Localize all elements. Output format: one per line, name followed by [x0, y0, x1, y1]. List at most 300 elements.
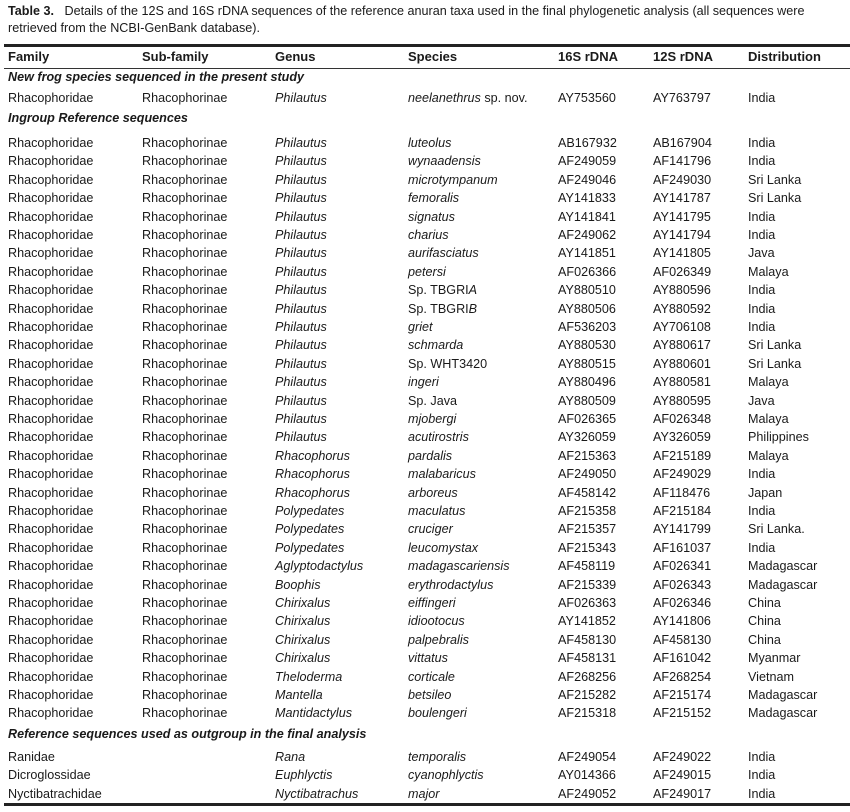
distribution-cell: Madagascar — [748, 577, 818, 592]
species-cell — [408, 410, 456, 428]
subfamily-cell: Rhacophorinae — [142, 559, 228, 574]
accession-16s-cell: AY753560 — [558, 91, 616, 105]
genus-cell: Philautus — [275, 209, 327, 224]
accession-16s-cell: AF268256 — [558, 669, 617, 684]
accession-16s-cell: AF215282 — [558, 688, 617, 702]
table-row — [0, 594, 850, 612]
table-row — [0, 576, 850, 594]
accession-16s-cell: AF249054 — [558, 750, 617, 764]
genus-cell: Euphlyctis — [275, 768, 333, 783]
genus-cell: Philautus — [275, 246, 327, 261]
species-name: major — [408, 786, 440, 801]
col-header-16s: 16S rDNA — [558, 49, 618, 64]
subfamily-cell: Rhacophorinae — [142, 688, 228, 702]
subfamily-cell: Rhacophorinae — [142, 320, 228, 334]
genus-cell: Aglyptodactylus — [275, 559, 364, 574]
subfamily-cell: Rhacophorinae — [142, 706, 228, 721]
genus-cell: Philautus — [275, 228, 327, 242]
species-name: temporalis — [408, 750, 467, 764]
accession-12s-cell: AF026346 — [653, 596, 712, 610]
species-cell — [408, 336, 463, 354]
species-cell — [408, 539, 478, 557]
genus-cell: Philautus — [275, 320, 327, 334]
genus-cell: Philautus — [275, 430, 327, 445]
accession-16s-cell: AF026365 — [558, 412, 617, 426]
accession-12s-cell: AF249017 — [653, 786, 712, 801]
accession-16s-cell: AF215339 — [558, 577, 617, 592]
species-cell — [408, 785, 440, 803]
species-cell — [408, 134, 451, 152]
table-row — [0, 428, 850, 446]
genus-cell: Boophis — [275, 577, 321, 592]
species-name: pardalis — [408, 448, 453, 463]
table-row — [0, 89, 850, 107]
genus-cell: Nyctibatrachus — [275, 786, 359, 801]
species-cell — [408, 668, 455, 686]
family-cell: Rhacophoridae — [8, 706, 94, 721]
table-row — [0, 410, 850, 428]
accession-16s-cell: AF458131 — [558, 651, 617, 666]
accession-16s-cell: AF215318 — [558, 706, 617, 721]
accession-12s-cell: AY880601 — [653, 356, 711, 371]
accession-16s-cell: AY880509 — [558, 393, 616, 408]
accession-12s-cell: AY326059 — [653, 430, 711, 445]
species-suffix: sp. nov. — [480, 91, 528, 105]
accession-16s-cell: AF458130 — [558, 632, 617, 647]
family-cell: Rhacophoridae — [8, 136, 94, 150]
accession-12s-cell: AY880595 — [653, 393, 711, 408]
species-cell — [408, 392, 457, 410]
species-name: erythrodactylus — [408, 577, 494, 592]
species-name: A — [468, 283, 478, 298]
species-name: wynaadensis — [408, 154, 481, 169]
subfamily-cell: Rhacophorinae — [142, 467, 228, 482]
distribution-cell: Java — [748, 393, 775, 408]
family-cell: Rhacophoridae — [8, 228, 94, 242]
species-cell — [408, 152, 481, 170]
species-cell — [408, 171, 498, 189]
distribution-cell: India — [748, 209, 776, 224]
accession-12s-cell: AF215184 — [653, 504, 712, 518]
species-name: signatus — [408, 209, 455, 224]
genus-cell: Philautus — [275, 264, 327, 279]
subfamily-cell: Rhacophorinae — [142, 522, 228, 537]
species-cell — [408, 189, 459, 207]
accession-12s-cell: AF026348 — [653, 412, 712, 426]
col-header-distribution: Distribution — [748, 49, 821, 64]
subfamily-cell: Rhacophorinae — [142, 412, 228, 426]
accession-16s-cell: AY141851 — [558, 246, 616, 261]
genus-cell: Chirixalus — [275, 596, 331, 610]
header-row — [0, 48, 850, 66]
genus-cell: Mantidactylus — [275, 706, 352, 721]
accession-12s-cell: AB167904 — [653, 136, 712, 150]
accession-16s-cell: AY326059 — [558, 430, 616, 445]
table-row — [0, 226, 850, 244]
genus-cell: Philautus — [275, 91, 327, 105]
family-cell: Rhacophoridae — [8, 651, 94, 666]
distribution-cell: Malaya — [748, 448, 789, 463]
species-name: arboreus — [408, 485, 458, 500]
table-row — [0, 785, 850, 803]
species-name: mjobergi — [408, 412, 457, 426]
species-name: petersi — [408, 264, 446, 279]
genus-cell: Philautus — [275, 136, 327, 150]
family-cell: Rhacophoridae — [8, 338, 94, 353]
accession-12s-cell: AF161042 — [653, 651, 712, 666]
family-cell: Rhacophoridae — [8, 614, 94, 629]
distribution-cell: Philippines — [748, 430, 809, 445]
genus-cell: Polypedates — [275, 522, 345, 537]
family-cell: Rhacophoridae — [8, 596, 94, 610]
family-cell: Rhacophoridae — [8, 577, 94, 592]
species-name: microtympanum — [408, 172, 498, 187]
family-cell: Rhacophoridae — [8, 412, 94, 426]
genus-cell: Rhacophorus — [275, 485, 350, 500]
accession-12s-cell: AY880592 — [653, 301, 711, 316]
accession-16s-cell: AF536203 — [558, 320, 617, 334]
col-header-genus: Genus — [275, 49, 316, 64]
distribution-cell: Sri Lanka — [748, 172, 802, 187]
table-row — [0, 300, 850, 318]
accession-12s-cell: AF249022 — [653, 750, 712, 764]
subfamily-cell: Rhacophorinae — [142, 393, 228, 408]
subfamily-cell: Rhacophorinae — [142, 596, 228, 610]
family-cell: Rhacophoridae — [8, 393, 94, 408]
accession-12s-cell: AY141805 — [653, 246, 711, 261]
table-row — [0, 208, 850, 226]
caption-label: Table 3. — [8, 4, 54, 18]
species-cell — [408, 520, 453, 538]
table-row — [0, 171, 850, 189]
accession-16s-cell: AY141852 — [558, 614, 616, 629]
distribution-cell: India — [748, 283, 776, 298]
accession-12s-cell: AF249030 — [653, 172, 712, 187]
genus-cell: Theloderma — [275, 669, 343, 684]
species-cell — [408, 631, 469, 649]
accession-16s-cell: AY014366 — [558, 768, 616, 783]
distribution-cell: China — [748, 596, 781, 610]
distribution-cell: India — [748, 540, 776, 555]
accession-16s-cell: AF249050 — [558, 467, 617, 482]
species-prefix: Sp. WHT3420 — [408, 356, 488, 371]
species-cell — [408, 281, 477, 299]
genus-cell: Philautus — [275, 393, 327, 408]
species-name: femoralis — [408, 191, 460, 206]
species-cell — [408, 263, 446, 281]
distribution-cell: Sri Lanka — [748, 338, 802, 353]
accession-16s-cell: AF026366 — [558, 264, 617, 279]
species-name: neelanethrus — [408, 91, 481, 105]
species-name: griet — [408, 320, 433, 334]
distribution-cell: India — [748, 136, 776, 150]
species-prefix: Sp. Java — [408, 393, 458, 408]
species-cell — [408, 649, 448, 667]
distribution-cell: Madagascar — [748, 706, 818, 721]
subfamily-cell: Rhacophorinae — [142, 136, 228, 150]
bottom-rule — [4, 803, 850, 806]
distribution-cell: Madagascar — [748, 559, 818, 574]
subfamily-cell: Rhacophorinae — [142, 172, 228, 187]
distribution-cell: India — [748, 301, 776, 316]
accession-12s-cell: AF268254 — [653, 669, 712, 684]
accession-12s-cell: AF161037 — [653, 540, 712, 555]
accession-16s-cell: AY141833 — [558, 191, 616, 206]
family-cell: Rhacophoridae — [8, 320, 94, 334]
family-cell: Rhacophoridae — [8, 559, 94, 574]
table-row — [0, 134, 850, 152]
genus-cell: Rana — [275, 750, 306, 764]
species-name: acutirostris — [408, 430, 469, 445]
table-row — [0, 748, 850, 766]
distribution-cell: Sri Lanka — [748, 191, 802, 206]
species-cell — [408, 300, 477, 318]
species-cell — [408, 748, 466, 766]
subfamily-cell: Rhacophorinae — [142, 283, 228, 298]
species-name: corticale — [408, 669, 455, 684]
family-cell: Rhacophoridae — [8, 172, 94, 187]
species-name: vittatus — [408, 651, 448, 666]
family-cell: Rhacophoridae — [8, 632, 94, 647]
distribution-cell: China — [748, 614, 781, 629]
genus-cell: Chirixalus — [275, 614, 331, 629]
subfamily-cell: Rhacophorinae — [142, 632, 228, 647]
family-cell: Rhacophoridae — [8, 301, 94, 316]
section-heading: Reference sequences used as outgroup in the final analysis — [8, 727, 367, 741]
genus-cell: Philautus — [275, 154, 327, 169]
subfamily-cell: Rhacophorinae — [142, 448, 228, 463]
section-heading: New frog species sequenced in the present study — [8, 70, 305, 84]
species-name: malabaricus — [408, 467, 476, 482]
table-row — [0, 668, 850, 686]
accession-16s-cell: AY141841 — [558, 209, 616, 224]
table-row — [0, 557, 850, 575]
subfamily-cell: Rhacophorinae — [142, 191, 228, 206]
section-heading: Ingroup Reference sequences — [8, 111, 188, 125]
distribution-cell: India — [748, 504, 776, 518]
table-row — [0, 502, 850, 520]
table-row — [0, 539, 850, 557]
genus-cell: Philautus — [275, 283, 327, 298]
accession-12s-cell: AF249015 — [653, 768, 712, 783]
col-header-12s: 12S rDNA — [653, 49, 713, 64]
accession-12s-cell: AY141799 — [653, 522, 711, 537]
col-header-family: Family — [8, 49, 50, 64]
species-name: charius — [408, 228, 449, 242]
distribution-cell: India — [748, 320, 776, 334]
species-cell — [408, 704, 467, 722]
accession-16s-cell: AF249062 — [558, 228, 617, 242]
species-name: cruciger — [408, 522, 453, 537]
species-name: palpebralis — [408, 632, 469, 647]
species-cell — [408, 373, 439, 391]
table-row — [0, 447, 850, 465]
distribution-cell: China — [748, 632, 781, 647]
accession-16s-cell: AF215358 — [558, 504, 617, 518]
accession-12s-cell: AY141794 — [653, 228, 711, 242]
accession-16s-cell: AB167932 — [558, 136, 617, 150]
species-name: luteolus — [408, 136, 452, 150]
distribution-cell: India — [748, 750, 776, 764]
family-cell: Rhacophoridae — [8, 375, 94, 390]
accession-16s-cell: AF215363 — [558, 448, 617, 463]
accession-12s-cell: AF249029 — [653, 467, 712, 482]
species-name: maculatus — [408, 504, 466, 518]
distribution-cell: Japan — [748, 485, 783, 500]
subfamily-cell: Rhacophorinae — [142, 209, 228, 224]
family-cell: Rhacophoridae — [8, 356, 94, 371]
family-cell: Rhacophoridae — [8, 209, 94, 224]
subfamily-cell: Rhacophorinae — [142, 504, 228, 518]
accession-16s-cell: AY880496 — [558, 375, 616, 390]
accession-16s-cell: AF215343 — [558, 540, 617, 555]
accession-16s-cell: AY880515 — [558, 356, 616, 371]
subfamily-cell: Rhacophorinae — [142, 264, 228, 279]
table-row — [0, 281, 850, 299]
table-row — [0, 465, 850, 483]
family-cell: Rhacophoridae — [8, 522, 94, 537]
species-cell — [408, 484, 458, 502]
distribution-cell: India — [748, 467, 776, 482]
species-name: B — [468, 301, 478, 316]
species-cell — [408, 557, 510, 575]
table-row — [0, 152, 850, 170]
genus-cell: Rhacophorus — [275, 448, 350, 463]
species-name: schmarda — [408, 338, 464, 353]
table-row — [0, 612, 850, 630]
species-cell — [408, 612, 465, 630]
top-rule — [4, 44, 850, 47]
subfamily-cell: Rhacophorinae — [142, 91, 228, 105]
accession-12s-cell: AF215174 — [653, 688, 712, 702]
species-name: madagascariensis — [408, 559, 510, 574]
family-cell: Rhacophoridae — [8, 669, 94, 684]
species-cell — [408, 447, 452, 465]
subfamily-cell: Rhacophorinae — [142, 651, 228, 666]
species-cell — [408, 576, 493, 594]
species-cell — [408, 428, 469, 446]
subfamily-cell: Rhacophorinae — [142, 301, 228, 316]
family-cell: Rhacophoridae — [8, 467, 94, 482]
family-cell: Rhacophoridae — [8, 430, 94, 445]
genus-cell: Philautus — [275, 191, 327, 206]
family-cell: Rhacophoridae — [8, 91, 94, 105]
table-row — [0, 484, 850, 502]
distribution-cell: India — [748, 768, 776, 783]
accession-16s-cell: AF249059 — [558, 154, 617, 169]
family-cell: Rhacophoridae — [8, 688, 94, 702]
distribution-cell: Vietnam — [748, 669, 794, 684]
distribution-cell: Myanmar — [748, 651, 801, 666]
accession-16s-cell: AF249046 — [558, 172, 617, 187]
subfamily-cell: Rhacophorinae — [142, 669, 228, 684]
family-cell: Rhacophoridae — [8, 540, 94, 555]
genus-cell: Philautus — [275, 338, 327, 353]
accession-12s-cell: AF458130 — [653, 632, 712, 647]
accession-16s-cell: AF458142 — [558, 485, 617, 500]
table-row — [0, 686, 850, 704]
genus-cell: Philautus — [275, 375, 327, 390]
subfamily-cell: Rhacophorinae — [142, 577, 228, 592]
accession-12s-cell: AF026343 — [653, 577, 712, 592]
subfamily-cell: Rhacophorinae — [142, 246, 228, 261]
species-cell — [408, 686, 451, 704]
accession-12s-cell: AY141806 — [653, 614, 711, 629]
accession-16s-cell: AY880506 — [558, 301, 616, 316]
table-row — [0, 336, 850, 354]
genus-cell: Chirixalus — [275, 651, 331, 666]
accession-12s-cell: AY141787 — [653, 191, 711, 206]
distribution-cell: Sri Lanka — [748, 356, 802, 371]
subfamily-cell: Rhacophorinae — [142, 228, 228, 242]
family-cell: Rhacophoridae — [8, 264, 94, 279]
distribution-cell: Malaya — [748, 375, 789, 390]
table-row — [0, 263, 850, 281]
species-prefix: Sp. TBGRI — [408, 301, 469, 316]
genus-cell: Polypedates — [275, 504, 345, 518]
species-cell — [408, 465, 476, 483]
species-cell — [408, 226, 449, 244]
accession-16s-cell: AF249052 — [558, 786, 617, 801]
accession-16s-cell: AF458119 — [558, 559, 616, 574]
accession-12s-cell: AF141796 — [653, 154, 712, 169]
genus-cell: Polypedates — [275, 540, 345, 555]
subfamily-cell: Rhacophorinae — [142, 485, 228, 500]
family-cell: Rhacophoridae — [8, 485, 94, 500]
accession-16s-cell: AY880530 — [558, 338, 616, 353]
accession-12s-cell: AY880617 — [653, 338, 711, 353]
accession-12s-cell: AY763797 — [653, 91, 711, 105]
table-row — [0, 392, 850, 410]
species-name: cyanophlyctis — [408, 768, 484, 783]
family-cell: Rhacophoridae — [8, 191, 94, 206]
table-row — [0, 189, 850, 207]
table-row — [0, 520, 850, 538]
species-prefix: Sp. TBGRI — [408, 283, 469, 298]
accession-12s-cell: AF215189 — [653, 448, 712, 463]
accession-12s-cell: AY880596 — [653, 283, 711, 298]
family-cell: Dicroglossidae — [8, 768, 91, 783]
species-cell — [408, 244, 479, 262]
species-name: leucomystax — [408, 540, 478, 555]
subfamily-cell: Rhacophorinae — [142, 540, 228, 555]
genus-cell: Chirixalus — [275, 632, 331, 647]
family-cell: Nyctibatrachidae — [8, 786, 102, 801]
family-cell: Ranidae — [8, 750, 55, 764]
genus-cell: Philautus — [275, 356, 327, 371]
species-cell — [408, 502, 465, 520]
distribution-cell: India — [748, 228, 776, 242]
family-cell: Rhacophoridae — [8, 504, 94, 518]
caption-text: Details of the 12S and 16S rDNA sequences of the reference anuran taxa used in the final phylogenetic analysis (all sequences were retrieved from the NCBI-GenBank database). — [8, 4, 805, 35]
table-row — [0, 649, 850, 667]
accession-12s-cell: AF026349 — [653, 264, 712, 279]
subfamily-cell: Rhacophorinae — [142, 375, 228, 390]
genus-cell: Rhacophorus — [275, 467, 350, 482]
accession-12s-cell: AF118476 — [653, 485, 711, 500]
table-row — [0, 631, 850, 649]
col-header-subfamily: Sub-family — [142, 49, 209, 64]
genus-cell: Mantella — [275, 688, 323, 702]
accession-16s-cell: AY880510 — [558, 283, 616, 298]
species-cell — [408, 355, 487, 373]
family-cell: Rhacophoridae — [8, 246, 94, 261]
distribution-cell: Malaya — [748, 412, 789, 426]
accession-16s-cell: AF026363 — [558, 596, 617, 610]
distribution-cell: Madagascar — [748, 688, 818, 702]
distribution-cell: India — [748, 154, 776, 169]
species-name: idiootocus — [408, 614, 465, 629]
